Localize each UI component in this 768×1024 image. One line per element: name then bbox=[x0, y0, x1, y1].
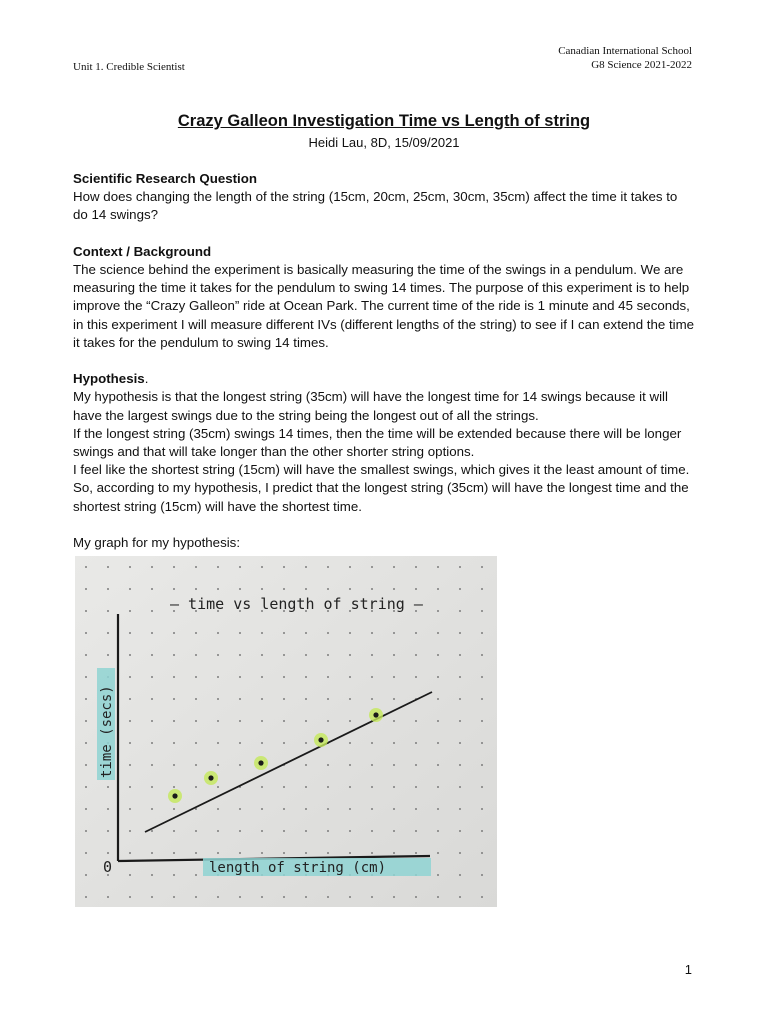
photo-title: — time vs length of string — bbox=[170, 595, 423, 613]
document-body bbox=[73, 170, 695, 552]
data-point-1 bbox=[168, 789, 182, 803]
hypothesis-graph-photo bbox=[75, 556, 497, 907]
origin-label: 0 bbox=[103, 858, 113, 876]
header-school-name: Canadian International School bbox=[558, 45, 692, 57]
context-text: The science behind the experiment is basically measuring the time of the swings in a pendulum. We are measuring the time it takes for the pendulum to swing 14 times. The purpose of this experiment is to help improve the “Crazy Galleon” ride at Ocean Park. The current time of the ride is 1 minute and 45 seconds, in this experiment I will measure different IVs (different lengths of the string) to see if I can extend the time it takes for the pendulum to swing 14 times. bbox=[73, 262, 695, 350]
header-course: G8 Science 2021-2022 bbox=[591, 59, 692, 71]
y-axis-label: time (secs) bbox=[99, 685, 115, 778]
data-point-5 bbox=[369, 708, 383, 722]
data-point-4 bbox=[314, 733, 328, 747]
header-unit: Unit 1. Credible Scientist bbox=[73, 61, 185, 73]
page-number: 1 bbox=[684, 962, 692, 977]
header-school bbox=[558, 44, 692, 72]
x-axis-label: length of string (cm) bbox=[209, 860, 387, 876]
hypothesis-paragraph-2: If the longest string (35cm) swings 14 times, then the time will be extended because there will be longer swings and that will take longer than the other shorter string options. bbox=[73, 425, 682, 460]
hypothesis-heading-text: Hypothesis bbox=[73, 371, 145, 387]
hypothesis-paragraph-3: I feel like the shortest string (15cm) will have the smallest swings, which gives it the least amount of time. So, according to my hypothesis, I predict that the longest string (35cm) will have the longest time and the shortest string (15cm) will have the shortest time. bbox=[73, 462, 690, 514]
hypothesis-heading: Hypothesis. bbox=[73, 371, 149, 387]
question-text: How does changing the length of the string (15cm, 20cm, 25cm, 30cm, 35cm) affect the time it takes to do 14 swings? bbox=[73, 189, 678, 223]
question-heading: Scientific Research Question bbox=[73, 171, 258, 186]
page-title: Crazy Galleon Investigation Time vs Length of string bbox=[177, 112, 591, 130]
graph-intro: My graph for my hypothesis: bbox=[73, 535, 241, 551]
context-heading: Context / Background bbox=[73, 243, 212, 259]
data-point-3 bbox=[254, 756, 268, 770]
author-line: Heidi Lau, 8D, 15/09/2021 bbox=[308, 135, 460, 150]
data-point-2 bbox=[204, 771, 218, 785]
hypothesis-paragraph-1: My hypothesis is that the longest string (35cm) will have the longest time for 14 swings because it will have the largest swings due to the string being the longest out of all the strings. bbox=[73, 389, 668, 423]
